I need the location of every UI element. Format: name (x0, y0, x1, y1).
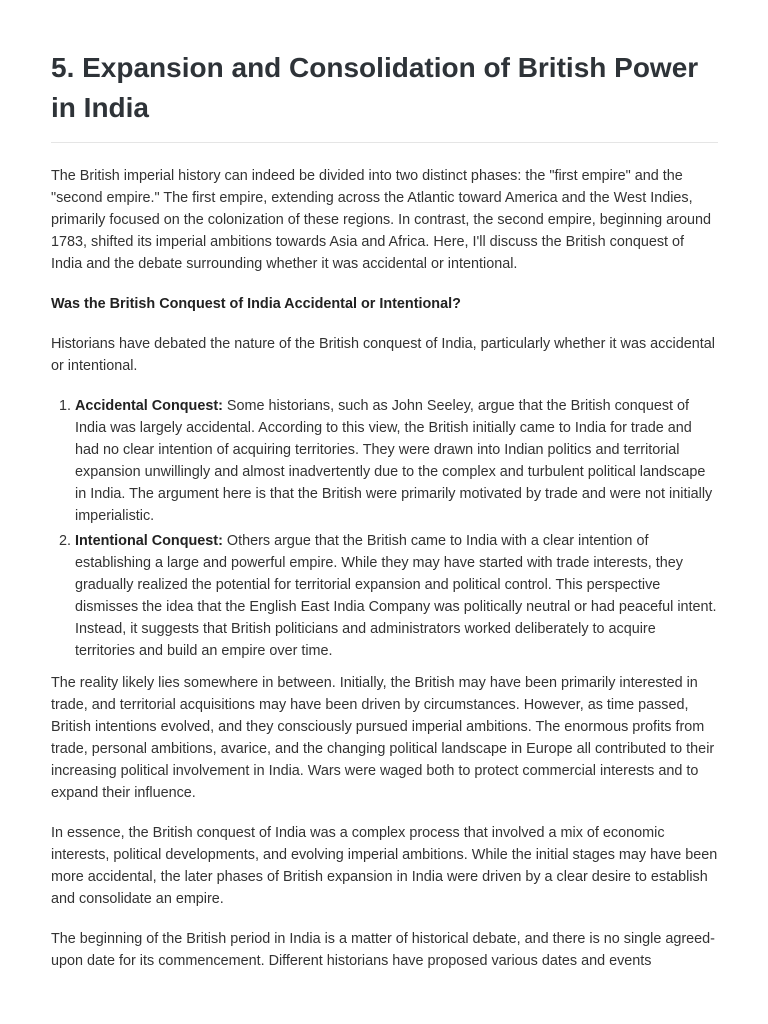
list-item-text: Others argue that the British came to India with a clear intention of establishing a large and powerful empire. While they may have started with trade interests, they gradually realized the potential for territorial expansion and political control. This perspective dismisses the idea that the English East India Company was politically neutral or had peaceful intent. Instead, it suggests that British politicians and administrators worked deliberately to acquire territories and build an empire over time. (75, 533, 717, 659)
section-question-heading: Was the British Conquest of India Accidental or Intentional? (51, 296, 461, 312)
list-item-intentional (75, 530, 718, 662)
intro-paragraph: The British imperial history can indeed be divided into two distinct phases: the "first empire" and the "second empire." The first empire, extending across the Atlantic toward America and the West Indies, primarily focused on the colonization of these regions. In contrast, the second empire, beginning around 1783, shifted its imperial ambitions towards Asia and Africa. Here, I'll discuss the British conquest of India and the debate surrounding whether it was accidental or intentional. (51, 168, 711, 272)
list-item-text: Some historians, such as John Seeley, argue that the British conquest of India was largely accidental. According to this view, the British initially came to India for trade and had no clear intention of acquiring territories. They were drawn into Indian politics and territorial expansion unwillingly and almost inadvertently due to the complex and turbulent political landscape in India. The argument here is that the British were primarily motivated by trade and were not initially imperialistic. (75, 398, 713, 524)
list-item-term: Intentional Conquest: (75, 533, 223, 549)
reality-paragraph: The reality likely lies somewhere in between. Initially, the British may have been primarily interested in trade, and territorial acquisitions may have been driven by circumstances. However, as time passed, British intentions evolved, and they consciously pursued imperial ambitions. The enormous profits from trade, personal ambitions, avarice, and the changing political landscape in Europe all contributed to their increasing political involvement in India. Wars were waged both to protect commercial interests and to expand their influence. (51, 675, 715, 801)
list-item-term: Accidental Conquest: (75, 398, 223, 414)
page-title: 5. Expansion and Consolidation of British Power in India (51, 48, 718, 143)
list-item-accidental (75, 395, 718, 527)
essence-paragraph: In essence, the British conquest of India was a complex process that involved a mix of economic interests, political developments, and evolving imperial ambitions. While the initial stages may have been more accidental, the later phases of British expansion in India were driven by a clear desire to establish and consolidate an empire. (51, 825, 718, 907)
lead-paragraph: Historians have debated the nature of the British conquest of India, particularly whether it was accidental or intentional. (51, 336, 715, 374)
conquest-views-list (51, 395, 718, 662)
beginning-paragraph: The beginning of the British period in India is a matter of historical debate, and there is no single agreed-upon date for its commencement. Different historians have proposed various dates and events (51, 931, 715, 969)
